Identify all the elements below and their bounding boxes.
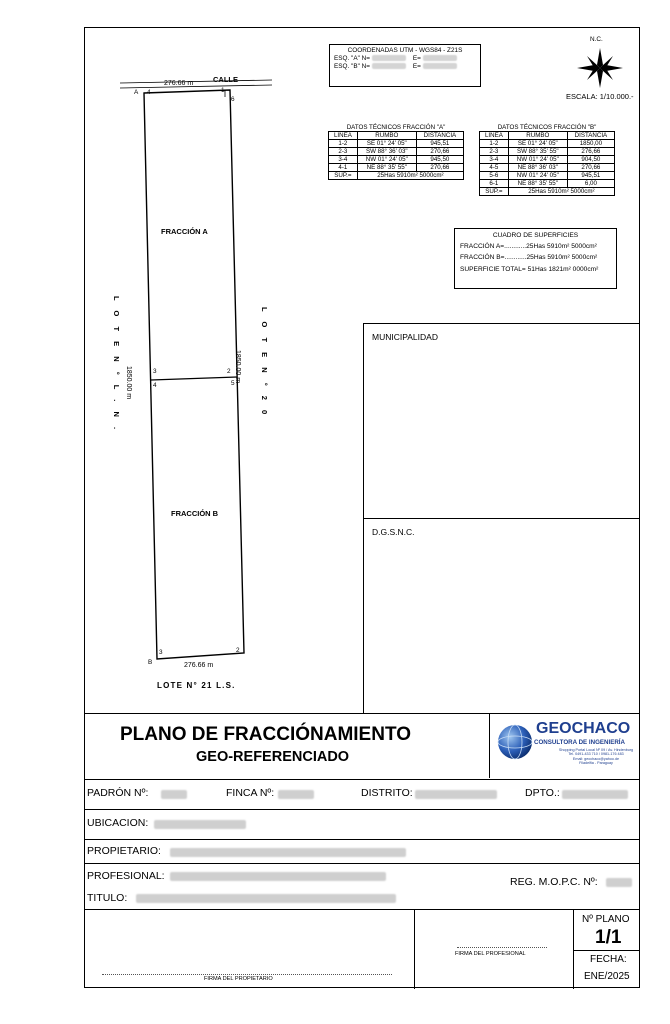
padron-label: PADRÓN Nº: <box>87 787 149 799</box>
point-5-mid: 5 <box>231 380 235 387</box>
north-arrow-icon <box>577 48 623 88</box>
surfaces-line-b: FRACCIÓN B=............25Has 5910m² 5000cm² <box>460 254 598 261</box>
top-dimension: 276.66 m <box>164 80 194 87</box>
right-dimension: 1850.00 m <box>234 350 241 384</box>
point-3-mid: 3 <box>153 368 157 375</box>
lote-right-label: L O T E N ° 2 0 <box>260 307 269 419</box>
technical-data-table-b <box>479 124 615 196</box>
surfaces-total: SUPERFICIE TOTAL= 51Has 1821m² 0000cm² <box>460 266 599 273</box>
street-label: CALLE <box>213 75 238 84</box>
table-row: 3-4 NW 01° 24' 05" 904,50 <box>480 156 615 164</box>
table-row: 1-2 SE 01° 24' 05" 945,51 <box>329 140 464 148</box>
dgsnc-label: D.G.S.N.C. <box>372 527 415 537</box>
table-row: 4-1 NE 88° 35' 55" 270,66 <box>329 164 464 172</box>
fecha-divider <box>574 950 640 951</box>
point-4-top: 4 <box>147 89 151 96</box>
left-dimension: 1850.00 m <box>125 366 132 400</box>
titulo-label: TITULO: <box>87 892 128 904</box>
plano-number-label: Nº PLANO <box>582 914 630 925</box>
table-a-header: LINEA <box>329 132 358 140</box>
table-b-caption: DATOS TÉCNICOS FRACCIÓN "B" <box>480 124 615 132</box>
table-b-header: DISTANCIA <box>567 132 614 140</box>
owner-signature-line <box>102 974 392 975</box>
table-b-header: LINEA <box>480 132 509 140</box>
point-3-bot: 3 <box>159 649 163 656</box>
bottom-dimension: 276.66 m <box>184 662 214 669</box>
point-1-top: 1 <box>221 87 225 94</box>
profesional-row <box>84 863 640 909</box>
dpto-label: DPTO.: <box>525 787 560 799</box>
point-2-bot: 2 <box>236 647 240 654</box>
brand-info: Shopping Portal Local Nº 09 / Av. Hindenburg Tel. 0491-433 710 / 0981-176 483 Email: geochaco@yahoo.de Filadelfia - Paraguay <box>558 748 634 766</box>
table-a-caption: DATOS TÉCNICOS FRACCIÓN "A" <box>329 124 464 132</box>
coordinates-row-b: ESQ. "B" N= E= <box>334 63 476 71</box>
ubicacion-label: UBICACION: <box>87 817 149 829</box>
professional-signature-label: FIRMA DEL PROFESIONAL <box>455 951 526 957</box>
point-2-mid: 2 <box>227 368 231 375</box>
title-block <box>84 713 640 779</box>
plano-number-value: 1/1 <box>595 927 622 948</box>
surfaces-title: CUADRO DE SUPERFICIES <box>492 232 579 239</box>
fecha-value: ENE/2025 <box>584 971 630 982</box>
coordinates-title: COORDENADAS UTM - WGS84 - Z21S <box>347 47 463 54</box>
fecha-label: FECHA: <box>590 954 627 965</box>
point-b: B <box>148 659 153 666</box>
table-a-header: DISTANCIA <box>416 132 463 140</box>
scale-label: ESCALA: 1/10.000.- <box>566 92 634 101</box>
dgsnc-box <box>363 518 640 713</box>
professional-signature-box <box>414 910 574 989</box>
padron-row <box>84 779 640 809</box>
point-6-top: 6 <box>231 96 235 103</box>
coordinates-row-a: ESQ. "A" N= E= <box>334 55 476 63</box>
profesional-label: PROFESIONAL: <box>87 870 165 882</box>
lote-bottom-label: LOTE N° 21 L.S. <box>157 681 236 690</box>
brand-subtitle: CONSULTORA DE INGENIERÍA <box>534 739 625 746</box>
north-label: N.C. <box>590 36 603 43</box>
municipalidad-box <box>363 323 640 518</box>
propietario-label: PROPIETARIO: <box>87 845 161 857</box>
lote-left-label: L O T E N ° L . N . <box>112 296 121 434</box>
point-4-mid: 4 <box>153 382 157 389</box>
table-row: 6-1 NE 88° 35' 55" 6,00 <box>480 180 615 188</box>
table-row: 5-6 NW 01° 24' 05" 945,51 <box>480 172 615 180</box>
surfaces-line-a: FRACCIÓN A=............25Has 5910m² 5000cm² <box>460 243 597 250</box>
surfaces-box <box>454 228 617 289</box>
table-row: 1-2 SE 01° 24' 05" 1850,00 <box>480 140 615 148</box>
municipalidad-label: MUNICIPALIDAD <box>372 332 438 342</box>
table-b-header: RUMBO <box>508 132 567 140</box>
finca-label: FINCA Nº: <box>226 787 275 799</box>
distrito-label: DISTRITO: <box>361 787 413 799</box>
ubicacion-row <box>84 809 640 839</box>
plan-subtitle: GEO-REFERENCIADO <box>196 749 350 765</box>
table-row: 2-3 SW 88° 36' 03" 270,66 <box>329 148 464 156</box>
professional-signature-line <box>457 947 547 948</box>
brand-box <box>489 714 640 778</box>
globe-logo-icon <box>496 723 534 761</box>
table-row: 3-4 NW 01° 24' 05" 945,50 <box>329 156 464 164</box>
plan-title: PLANO DE FRACCIÓNAMIENTO <box>120 724 411 745</box>
propietario-row <box>84 839 640 863</box>
table-a-sup-row: SUP.= 25Has 5910m² 5000cm² <box>329 172 464 180</box>
brand-name: GEOCHACO <box>536 720 631 737</box>
reg-mopc-label: REG. M.O.P.C. Nº: <box>510 876 598 888</box>
fraction-a-label: FRACCIÓN A <box>161 227 208 236</box>
table-a-header: RUMBO <box>357 132 416 140</box>
signature-row <box>84 909 640 988</box>
point-a: A <box>134 89 139 96</box>
table-row: 2-3 SW 88° 35' 55" 276,66 <box>480 148 615 156</box>
table-row: 4-5 NE 88° 36' 03" 270,66 <box>480 164 615 172</box>
table-b-sup-row: SUP.= 25Has 5910m² 5000cm² <box>480 188 615 196</box>
fraction-b-label: FRACCIÓN B <box>171 509 219 518</box>
owner-signature-label: FIRMA DEL PROPIETARIO <box>204 976 273 982</box>
